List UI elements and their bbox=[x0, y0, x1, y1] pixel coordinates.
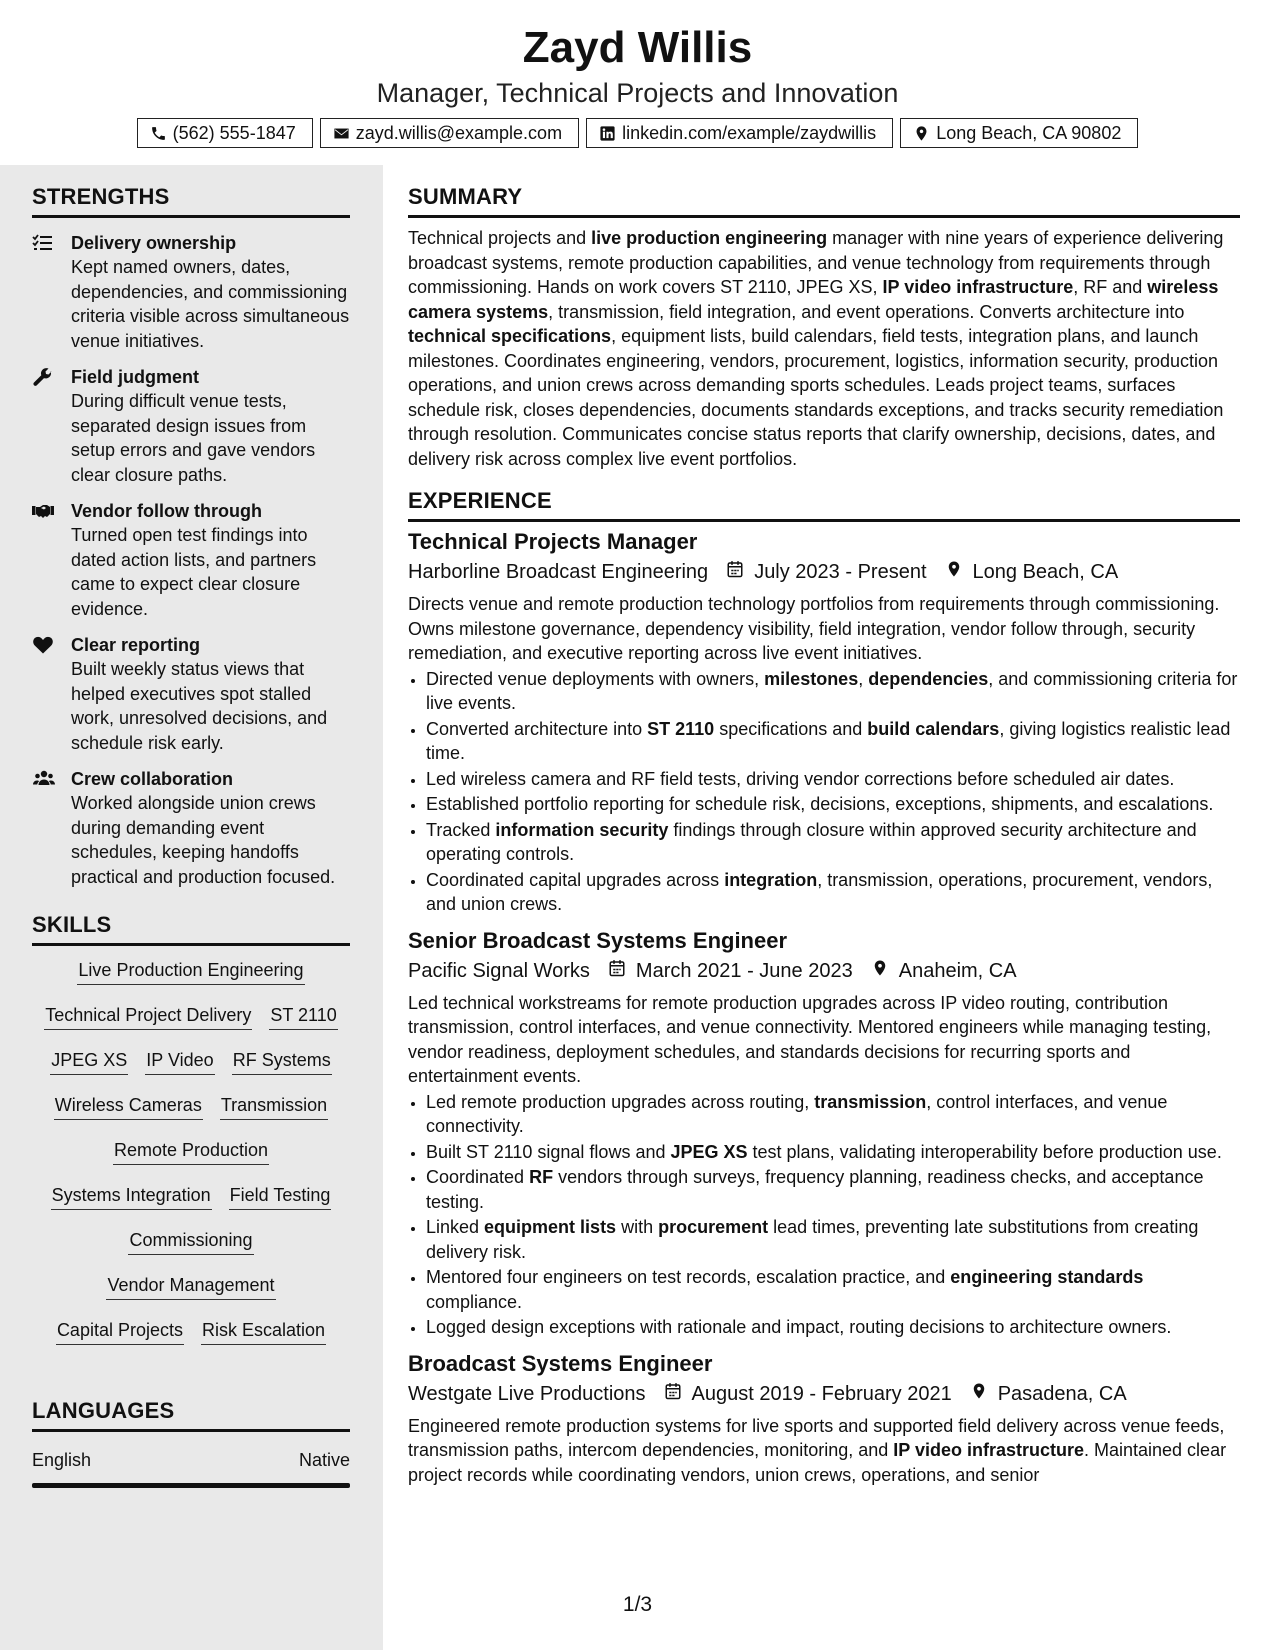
job-location: Pasadena, CA bbox=[997, 1382, 1127, 1405]
strength-text: During difficult venue tests, separated design issues from setup errors and gave vendors clear closure paths. bbox=[71, 391, 316, 485]
contact-location bbox=[900, 118, 1138, 148]
contact-phone[interactable] bbox=[137, 118, 313, 148]
job-meta bbox=[408, 1380, 1240, 1408]
map-pin-icon bbox=[945, 558, 973, 586]
list-item: • Logged design exceptions with rationale and impact, routing decisions to architecture owners. bbox=[426, 1315, 1240, 1340]
summary-text: Technical projects and live production engineering manager with nine years of experience delivering broadcast systems, remote production capabilities, and venue technology from requirements through commissioning. Hands on work covers ST 2110, JPEG XS, IP video infrastructure, RF and wireless camera systems, transmission, field integration, and event operations. Converts architecture into technical specifications, equipment lists, build calendars, field tests, integration plans, and launch milestones. Coordinates engineering, vendors, procurement, logistics, information security, production operations, and union crews across demanding sports schedules. Leads project teams, surfaces schedule risk, closes dependencies, documents standards exceptions, and tracks security remediation through resolution. Communicates concise status reports that clarify ownership, decisions, dates, and delivery risk across complex live event portfolios. bbox=[408, 228, 1224, 469]
strength-text: Built weekly status views that helped executives spot stalled work, unresolved decisions, and schedule risk early. bbox=[71, 659, 328, 753]
list-item: • Built ST 2110 signal flows and JPEG XS test plans, validating interoperability before production use. bbox=[426, 1140, 1240, 1165]
company-name: Westgate Live Productions bbox=[408, 1382, 646, 1405]
list-item: • Coordinated capital upgrades across integration, transmission, operations, procurement, vendors, and union crews. bbox=[426, 868, 1240, 917]
skill-tag: Remote Production bbox=[113, 1138, 269, 1165]
strength-item bbox=[32, 231, 350, 353]
skill-tag: IP Video bbox=[145, 1048, 214, 1075]
users-icon bbox=[32, 769, 54, 789]
language-name: English bbox=[32, 1450, 92, 1470]
main-content bbox=[408, 165, 1240, 1487]
language-proficiency-bar bbox=[32, 1483, 350, 1488]
strength-item bbox=[32, 365, 350, 487]
skill-tag: Wireless Cameras bbox=[54, 1093, 203, 1120]
map-pin-icon bbox=[970, 1380, 998, 1408]
page-number: 1/3 bbox=[622, 1593, 653, 1616]
language-level: Native bbox=[298, 1450, 350, 1470]
wrench-icon bbox=[32, 367, 54, 387]
company-name: Harborline Broadcast Engineering bbox=[408, 561, 709, 583]
job-bullets bbox=[408, 1090, 1240, 1340]
skill-tag: Capital Projects bbox=[56, 1318, 184, 1345]
job-dates: July 2023 - Present bbox=[754, 561, 927, 583]
job-dates: March 2021 - June 2023 bbox=[635, 959, 853, 982]
skill-tag: Field Testing bbox=[229, 1183, 332, 1210]
contact-bar bbox=[0, 118, 1275, 148]
resume-header bbox=[0, 0, 1275, 148]
job-description: Directs venue and remote production technology portfolios from requirements through commissioning. Owns milestone governance, dependency visibility, field integration, vendor follow through, security remediation, and executive reporting across live event initiatives. bbox=[408, 594, 1220, 663]
strength-title: Clear reporting bbox=[71, 635, 201, 655]
strengths-heading: STRENGTHS bbox=[32, 183, 350, 218]
strength-title: Delivery ownership bbox=[71, 233, 237, 253]
skill-tag: RF Systems bbox=[232, 1048, 332, 1075]
skill-tag: Technical Project Delivery bbox=[44, 1003, 252, 1030]
skill-tag: Systems Integration bbox=[51, 1183, 212, 1210]
strength-title: Vendor follow through bbox=[71, 501, 262, 521]
phone-icon bbox=[150, 125, 167, 142]
map-pin-icon bbox=[871, 957, 899, 985]
language-item bbox=[32, 1450, 350, 1471]
job-entry bbox=[408, 1350, 1240, 1488]
list-item: • Converted architecture into ST 2110 specifications and build calendars, giving logistics realistic lead time. bbox=[426, 717, 1240, 766]
job-bullets bbox=[408, 667, 1240, 917]
skill-tag: ST 2110 bbox=[269, 1003, 337, 1030]
job-entry bbox=[408, 927, 1240, 1340]
list-item: • Linked equipment lists with procurement lead times, preventing late substitutions from creating delivery risk. bbox=[426, 1215, 1240, 1264]
job-location: Anaheim, CA bbox=[898, 959, 1017, 982]
skill-tag: Vendor Management bbox=[106, 1273, 275, 1300]
strength-title: Crew collaboration bbox=[71, 769, 234, 789]
strength-text: Kept named owners, dates, dependencies, and commissioning criteria visible across simultaneous venue initiatives. bbox=[71, 257, 350, 351]
strength-title: Field judgment bbox=[71, 367, 199, 387]
list-item: • Directed venue deployments with owners, milestones, dependencies, and commissioning criteria for live events. bbox=[426, 667, 1240, 716]
job-location: Long Beach, CA bbox=[972, 561, 1119, 583]
candidate-name: Zayd Willis bbox=[522, 23, 753, 72]
phone-text: (562) 555-1847 bbox=[172, 123, 296, 143]
calendar-icon bbox=[608, 957, 636, 985]
strength-item bbox=[32, 767, 350, 889]
linkedin-icon bbox=[599, 125, 616, 142]
skills-list bbox=[32, 958, 350, 1363]
skill-tag: JPEG XS bbox=[50, 1048, 128, 1075]
job-description: Led technical workstreams for remote production upgrades across IP video routing, contribution transmission, control interfaces, and venue connectivity. Mentored engineers while managing testing, vendor readiness, deployment schedules, and standards decisions for recurring sports and entertainment events. bbox=[408, 992, 1212, 1086]
candidate-title: Manager, Technical Projects and Innovation bbox=[376, 78, 899, 108]
email-text: zayd.willis@example.com bbox=[355, 123, 563, 143]
handshake-icon bbox=[32, 501, 54, 521]
contact-linkedin[interactable] bbox=[586, 118, 893, 148]
envelope-icon bbox=[333, 125, 350, 142]
strength-text: Worked alongside union crews during demanding event schedules, keeping handoffs practical and production focused. bbox=[71, 793, 336, 887]
job-description: Engineered remote production systems for live sports and supported field delivery across venue feeds, transmission paths, intercom dependencies, monitoring, and IP video infrastructure. Maintained clear project records while coordinating vendors, union crews, operations, and senior bbox=[408, 1415, 1227, 1485]
calendar-icon bbox=[726, 558, 754, 586]
job-entry bbox=[408, 528, 1240, 917]
map-pin-icon bbox=[913, 125, 930, 142]
job-dates: August 2019 - February 2021 bbox=[691, 1382, 952, 1405]
skill-tag: Commissioning bbox=[128, 1228, 253, 1255]
languages-heading: LANGUAGES bbox=[32, 1397, 350, 1432]
skill-tag: Transmission bbox=[220, 1093, 328, 1120]
location-text: Long Beach, CA 90802 bbox=[936, 123, 1122, 143]
list-item: • Led remote production upgrades across routing, transmission, control interfaces, and venue connectivity. bbox=[426, 1090, 1240, 1139]
list-item: • Established portfolio reporting for schedule risk, decisions, exceptions, shipments, and escalations. bbox=[426, 792, 1240, 817]
job-title: Broadcast Systems Engineer bbox=[408, 1350, 713, 1376]
calendar-icon bbox=[664, 1380, 692, 1408]
strength-item bbox=[32, 633, 350, 755]
checklist-icon bbox=[32, 233, 54, 253]
skill-tag: Live Production Engineering bbox=[77, 958, 304, 985]
skills-heading: SKILLS bbox=[32, 911, 350, 946]
list-item: • Mentored four engineers on test records, escalation practice, and engineering standards compliance. bbox=[426, 1265, 1240, 1314]
summary-heading: SUMMARY bbox=[408, 183, 1240, 218]
contact-email[interactable] bbox=[320, 118, 579, 148]
linkedin-text: linkedin.com/example/zaydwillis bbox=[622, 123, 877, 143]
list-item: • Led wireless camera and RF field tests, driving vendor corrections before scheduled air dates. bbox=[426, 767, 1240, 792]
job-meta bbox=[408, 957, 1240, 985]
list-item: • Tracked information security findings through closure within approved security architecture and operating controls. bbox=[426, 818, 1240, 867]
strength-text: Turned open test findings into dated action lists, and partners came to expect clear closure evidence. bbox=[71, 525, 317, 619]
skill-tag: Risk Escalation bbox=[201, 1318, 326, 1345]
strength-item bbox=[32, 499, 350, 621]
company-name: Pacific Signal Works bbox=[408, 959, 590, 982]
heart-icon bbox=[32, 635, 54, 655]
sidebar bbox=[0, 165, 383, 1650]
list-item: • Coordinated RF vendors through surveys, frequency planning, readiness checks, and acceptance testing. bbox=[426, 1165, 1240, 1214]
job-title: Technical Projects Manager bbox=[408, 529, 698, 554]
experience-heading: EXPERIENCE bbox=[408, 487, 1240, 522]
job-meta bbox=[408, 558, 1240, 586]
job-title: Senior Broadcast Systems Engineer bbox=[408, 927, 788, 953]
